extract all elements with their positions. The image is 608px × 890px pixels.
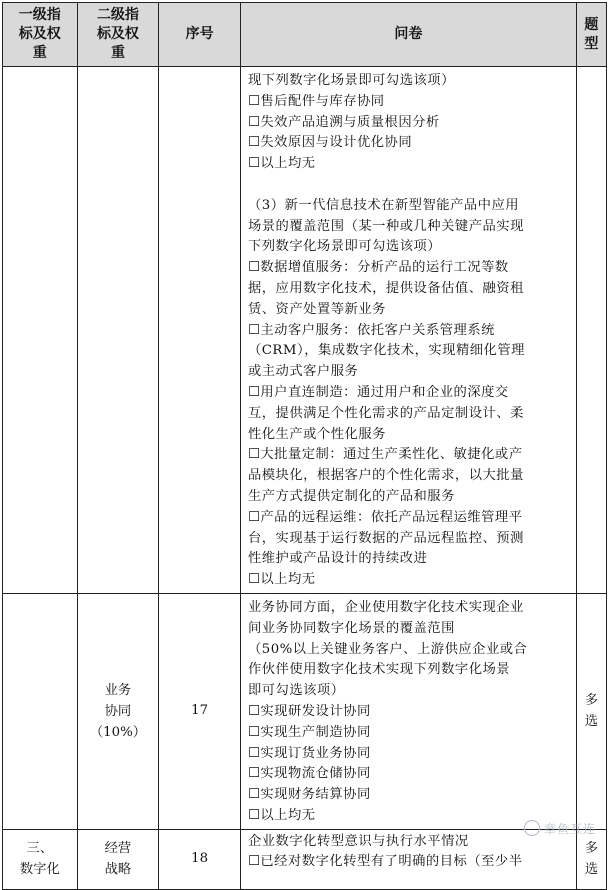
question-line: 或主动式客户服务	[247, 364, 359, 380]
question-line: ☐实现物流仓储协同	[247, 766, 371, 782]
header-level1: 一级指 标及权 重	[3, 3, 78, 67]
level2-cell: 经营 战略	[77, 829, 159, 889]
question-line: ☐实现财务结算协同	[247, 787, 371, 803]
number-cell: 17	[159, 593, 241, 829]
question-cell	[240, 593, 576, 829]
question-cell	[240, 67, 576, 594]
question-line: ☐实现生产制造协同	[247, 724, 371, 740]
question-line: 下列数字化场景即可勾选该项）	[247, 239, 442, 255]
question-line: ☐实现研发设计协同	[247, 703, 371, 719]
question-line: ☐用户直连制造：通过用户和企业的深度交	[247, 384, 509, 400]
question-line: ☐大批量定制：通过生产柔性化、敏捷化或产	[247, 447, 523, 463]
question-line: （CRM），集成数字化技术，实现精细化管理	[247, 343, 525, 359]
question-line: ☐失效原因与设计优化协同	[247, 135, 413, 151]
question-line: 业务协同方面，企业使用数字化技术实现企业	[247, 599, 524, 615]
question-line: 互，提供满足个性化需求的产品定制设计、柔	[247, 405, 524, 421]
questionnaire-table	[2, 2, 607, 890]
question-line: ☐以上均无	[247, 807, 316, 823]
header-row	[3, 3, 607, 67]
type-cell: 多 选	[576, 829, 606, 889]
question-line: 作伙伴使用数字化技术实现下列数字化场景	[247, 662, 511, 678]
number-cell: 18	[159, 829, 241, 889]
watermark: 章鱼互连	[524, 820, 596, 837]
question-line: ☐实现订货业务协同	[247, 745, 371, 761]
question-line: 生产方式提供定制化的产品和服务	[247, 488, 455, 504]
question-line: 品模块化，根据客户的个性化需求，以大批量	[247, 468, 524, 484]
question-cell	[240, 829, 576, 889]
question-line: ☐已经对数字化转型有了明确的目标（至少半	[247, 854, 523, 870]
wechat-logo-icon	[524, 820, 540, 836]
question-line: （3）新一代信息技术在新型智能产品中应用	[247, 197, 520, 213]
question-line: ☐售后配件与库存协同	[247, 93, 385, 109]
table-row	[3, 593, 607, 829]
question-line: （50%以上关键业务客户、上游供应企业或合	[247, 641, 528, 657]
table-row	[3, 829, 607, 889]
question-line: 场景的覆盖范围（某一种或几种关键产品实现	[247, 218, 524, 234]
question-line: 间业务协同数字化场景的覆盖范围	[247, 620, 455, 636]
header-number: 序号	[159, 3, 241, 67]
table-row	[3, 67, 607, 594]
header-type: 题 型	[576, 3, 606, 67]
level1-cell: 三、 数字化	[3, 829, 78, 889]
question-line: ☐产品的远程运维：依托产品远程运维管理平	[247, 509, 523, 525]
type-cell: 多 选	[576, 593, 606, 829]
level1-cell	[3, 593, 78, 829]
question-line: ☐以上均无	[247, 572, 316, 588]
question-line: 性维护或产品设计的持续改进	[247, 551, 428, 567]
question-line: 现下列数字化场景即可勾选该项）	[247, 73, 455, 88]
question-line: 台，实现基于运行数据的产品远程监控、预测	[247, 530, 524, 546]
question-line: 性化生产或个性化服务	[247, 426, 386, 442]
question-line: ☐主动客户服务：依托客户关系管理系统	[247, 322, 495, 338]
level2-cell	[77, 67, 159, 594]
question-line: ☐数据增值服务：分析产品的运行工况等数	[247, 260, 509, 276]
question-line: ☐失效产品追溯与质量根因分析	[247, 114, 440, 130]
number-cell	[159, 67, 241, 594]
header-questionnaire: 问卷	[240, 3, 576, 67]
type-cell	[576, 67, 606, 594]
level1-cell	[3, 67, 78, 594]
question-line: 据，应用数字化技术，提供设备估值、融资租	[247, 280, 524, 296]
question-line: 即可勾选该项）	[247, 683, 345, 699]
level2-cell: 业务 协同 （10%）	[77, 593, 159, 829]
question-line: ☐以上均无	[247, 156, 316, 172]
question-line: 企业数字化转型意识与执行水平情况	[247, 833, 469, 849]
question-line: 赁、资产处置等新业务	[247, 301, 386, 317]
header-level2: 二级指 标及权 重	[77, 3, 159, 67]
blank-line	[248, 175, 572, 196]
